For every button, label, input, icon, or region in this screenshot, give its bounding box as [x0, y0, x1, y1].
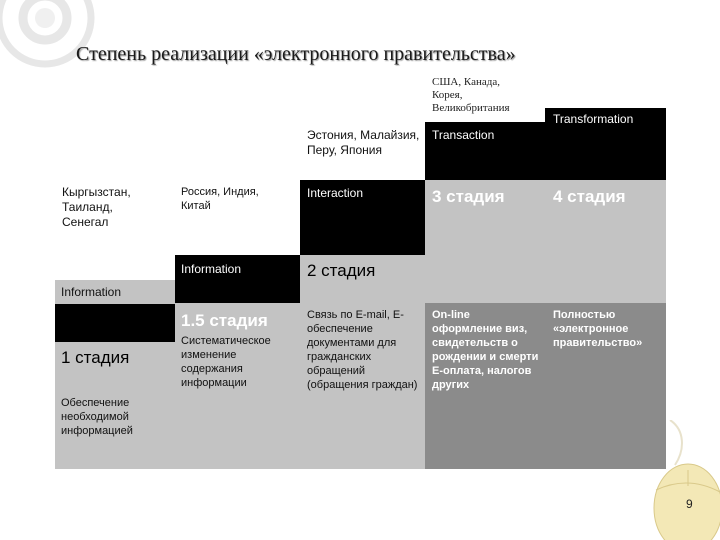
stage-1-5-label: 1.5 стадия	[181, 311, 268, 330]
stage-1-5-description: Систематическое изменение содержания информации	[181, 335, 271, 389]
stage-3-description: On-line оформление виз, свидетельств о рождении и смерти E-оплата, налогов других	[432, 309, 539, 391]
stage-1-label: 1 стадия	[61, 348, 130, 367]
computer-mouse-icon	[630, 420, 720, 540]
level-interaction: Interaction	[307, 186, 364, 200]
stage-1-description: Обеспечение необходимой информацией	[61, 397, 133, 437]
level-information-1-label: Information	[61, 285, 122, 299]
level-transformation: Transformation	[553, 112, 634, 126]
page-number: 9	[686, 497, 693, 511]
countries-col2: Россия, Индия, Китай	[181, 186, 259, 212]
countries-col1: Кыргызстан, Таиланд, Сенегал	[62, 185, 131, 229]
level-transaction: Transaction	[432, 128, 495, 142]
stage-2-label: 2 стадия	[307, 261, 376, 280]
page-title: Степень реализации «электронного правительства»	[76, 43, 516, 65]
countries-col3: Эстония, Малайзия, Перу, Япония	[307, 128, 420, 157]
top-countries-label: США, Канада, Корея, Великобритания	[432, 76, 510, 114]
stage-4-label: 4 стадия	[553, 187, 626, 206]
stage-4-description: Полностью «электронное правительство»	[553, 309, 643, 349]
stage-2-description: Связь по E-mail, E-обеспечение документами для гражданских обращений (обращения граждан)	[307, 309, 418, 391]
stage-3-label: 3 стадия	[432, 187, 505, 206]
level-information-2: Information	[181, 262, 242, 276]
